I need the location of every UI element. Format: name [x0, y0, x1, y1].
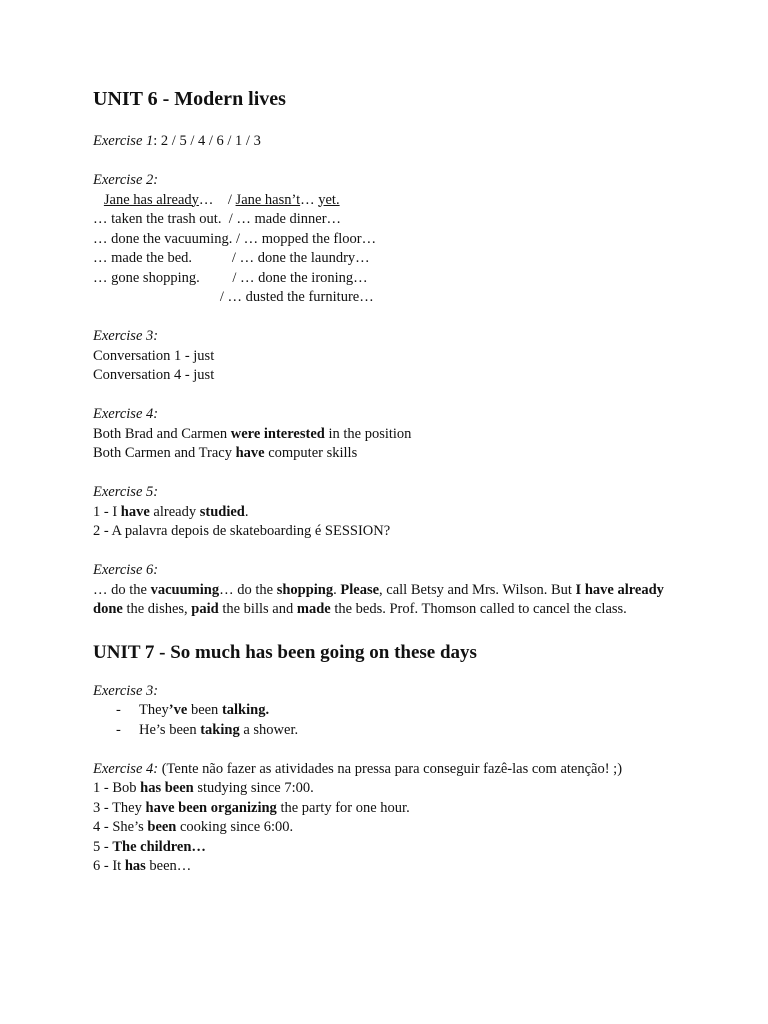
bold-run: ’ve	[168, 702, 188, 718]
text-run: computer skills	[264, 445, 358, 461]
ex3-label: Exercise 3:	[93, 328, 159, 344]
text-run: Both Carmen and Tracy	[93, 445, 236, 461]
text-run: Both Brad and Carmen	[93, 425, 231, 442]
text-run: .	[333, 581, 341, 598]
ex2-head-yet: yet.	[318, 191, 340, 208]
ex5-line-1	[93, 503, 693, 523]
bullet-dash: -	[116, 702, 121, 718]
ex2-head-sep: … /	[198, 191, 236, 208]
ex2-head-already: Jane has already	[103, 191, 199, 208]
ex4-line-2	[93, 444, 693, 464]
u7-ex4-heading	[93, 760, 693, 780]
ex2-header	[93, 191, 693, 211]
bold-run: has	[124, 858, 146, 874]
ex3-line: Conversation 4 - just	[93, 367, 215, 383]
bold-run: taking	[200, 721, 240, 738]
text-run: the party for one hour.	[276, 799, 410, 816]
ex6-paragraph	[93, 581, 665, 620]
u7-ex3-bullet-2	[93, 721, 693, 741]
u7-ex4-line-6	[93, 857, 693, 877]
bold-run: Please	[340, 581, 380, 598]
text-run: the bills and	[218, 601, 297, 617]
ex2-row: … made the bed. / … done the laundry…	[93, 250, 370, 266]
text-run: already	[149, 503, 200, 520]
bold-run: has been	[140, 780, 194, 796]
text-run: studying since 7:00.	[193, 780, 314, 796]
text-run: .	[244, 503, 249, 520]
bold-run: talking.	[221, 702, 270, 718]
text-run: 1 - Bob	[93, 780, 141, 796]
bold-run: paid	[191, 601, 219, 617]
ex4-label: Exercise 4:	[93, 406, 159, 422]
unit6-title: UNIT 6 - Modern lives	[93, 88, 286, 110]
ex5-line-2: 2 - A palavra depois de skateboarding é SESSION?	[93, 523, 391, 539]
text-run: the beds. Prof. Thomson called to cancel the class.	[330, 601, 627, 617]
u7-ex4-line-1	[93, 779, 693, 799]
text-run: 4 - She’s	[93, 819, 148, 835]
ex2-head-hasnt: Jane hasn’t	[235, 191, 301, 208]
text-run: a shower.	[239, 721, 299, 738]
bold-run: shopping	[276, 581, 334, 598]
text-run: , call Betsy and Mrs. Wilson. But	[379, 581, 576, 598]
text-run: in the position	[324, 425, 412, 442]
bold-run: studied	[199, 503, 245, 520]
bold-run: The children…	[112, 838, 206, 855]
u7-ex4-line-3	[93, 799, 693, 819]
u7-ex4-note: (Tente não fazer as atividades na pressa para conseguir fazê-las com atenção! ;)	[158, 760, 623, 777]
text-run: been…	[145, 858, 192, 874]
ex2-indent	[93, 192, 104, 208]
bold-run: been	[147, 819, 177, 835]
text-run: He’s been	[139, 721, 201, 738]
ex2-row: … taken the trash out. / … made dinner…	[93, 211, 342, 227]
bold-run: made	[296, 601, 331, 617]
ex2-row: / … dusted the furniture…	[93, 289, 374, 305]
ex5-label: Exercise 5:	[93, 484, 159, 500]
text-run: 5 -	[93, 838, 113, 855]
u7-ex3-bullet-1	[93, 701, 693, 721]
u7-ex4-line-4	[93, 818, 693, 838]
text-run: cooking since 6:00.	[176, 819, 294, 835]
unit7-title: UNIT 7 - So much has been going on these days	[93, 641, 477, 663]
ex1-colon: :	[153, 133, 158, 149]
u7-ex3-label: Exercise 3:	[93, 682, 159, 699]
text-run: They	[139, 702, 169, 718]
bold-run: have been organizing	[145, 799, 277, 816]
ex2-label: Exercise 2:	[93, 172, 159, 188]
text-run: 3 - They	[93, 799, 146, 816]
document-page	[93, 86, 693, 877]
bold-run: I have already done	[93, 581, 664, 617]
ex1-label: Exercise 1	[93, 133, 154, 149]
ex2-row: … done the vacuuming. / … mopped the floor…	[93, 230, 377, 247]
ex2-row: … gone shopping. / … done the ironing…	[93, 269, 368, 286]
bold-run: vacuuming	[150, 581, 220, 598]
ex6-label: Exercise 6:	[93, 562, 159, 578]
ex1-line	[93, 132, 693, 152]
text-run: 1 - I	[93, 503, 121, 520]
ex1-answer: 2 / 5 / 4 / 6 / 1 / 3	[157, 133, 261, 149]
ex4-line-1	[93, 425, 693, 445]
bold-run: were interested	[230, 425, 325, 442]
ex3-line: Conversation 1 - just	[93, 347, 215, 364]
bullet-dash: -	[116, 721, 121, 738]
text-run: been	[187, 702, 222, 718]
bold-run: have	[235, 445, 265, 461]
text-run: the dishes,	[122, 601, 192, 617]
bold-run: have	[120, 503, 150, 520]
u7-ex4-label: Exercise 4:	[93, 760, 159, 777]
u7-ex4-line-5	[93, 838, 693, 858]
text-run: … do the	[219, 581, 277, 598]
text-run: … do the	[93, 581, 151, 598]
text-run: 6 - It	[93, 858, 125, 874]
ex2-head-ellipsis: …	[300, 191, 319, 208]
